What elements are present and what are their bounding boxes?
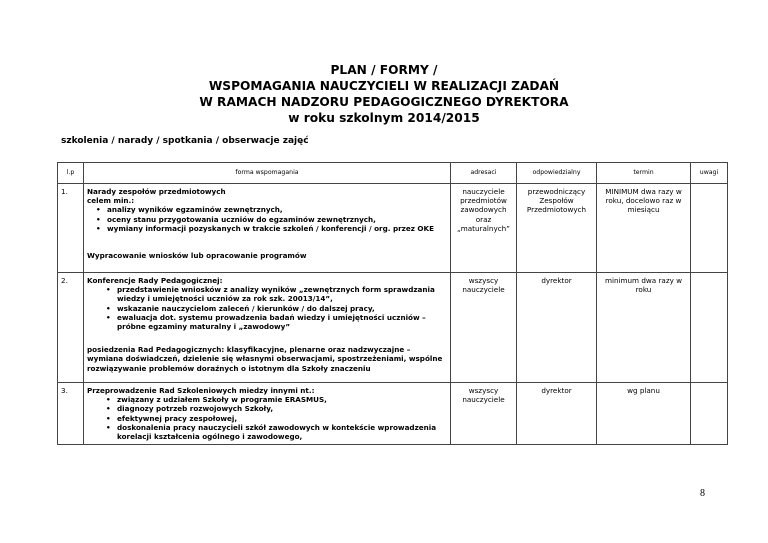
bullet-item: • wskazanie nauczycielom zaleceń / kierunków / do dalszej pracy, [117, 304, 447, 313]
bullet-item: • analizy wyników egzaminów zewnętrznych, [107, 205, 447, 214]
bullet-item: • przedstawienie wniosków z analizy wyników „zewnętrznych form sprawdzania wiedzy i umiejętności uczniów za rok szk. 20013/14”, [117, 285, 447, 303]
row-odpowiedzialny: przewodniczący Zespołów Przedmiotowych [517, 184, 597, 273]
bullet-list [87, 395, 447, 441]
row-uwagi [691, 383, 728, 445]
title-line: PLAN / FORMY / [330, 63, 438, 77]
table-row [58, 383, 728, 445]
row-adresaci: wszyscy nauczyciele [451, 383, 517, 445]
row-number: 1. [58, 184, 84, 273]
table-header-row [58, 163, 728, 184]
bullet-item: • ewaluacja dot. systemu prowadzenia badań wiedzy i umiejętności uczniów – próbne egzaminy maturalny i „zawodowy” [117, 313, 447, 331]
title-line: W RAMACH NADZORU PEDAGOGICZNEGO DYREKTORA [199, 95, 569, 109]
row-forma [84, 273, 451, 383]
row-termin: wg planu [597, 383, 691, 445]
header-lp: l.p [58, 163, 84, 184]
row-number: 2. [58, 273, 84, 383]
bullet-item: • efektywnej pracy zespołowej, [117, 414, 447, 423]
bullet-item: • oceny stanu przygotowania uczniów do egzaminów zewnętrznych, [107, 215, 447, 224]
header-termin: termin [597, 163, 691, 184]
bullet-item: • diagnozy potrzeb rozwojowych Szkoły, [117, 404, 447, 413]
row-footer: Wypracowanie wniosków lub opracowanie programów [87, 251, 307, 261]
row-adresaci: nauczyciele przedmiotów zawodowych oraz „maturalnych” [451, 184, 517, 273]
row-intro: Narady zespołów przedmiotowych [87, 187, 226, 196]
bullet-item: • wymiany informacji pozyskanych w trakcie szkoleń / konferencji / org. przez OKE [107, 224, 447, 233]
row-number: 3. [58, 383, 84, 445]
header-adresaci: adresaci [451, 163, 517, 184]
row-uwagi [691, 184, 728, 273]
row-intro: celem min.: [87, 196, 135, 206]
row-footer: posiedzenia Rad Pedagogicznych: klasyfikacyjne, plenarne oraz nadzwyczajne – wymiana doświadczeń, dzielenie się własnymi obserwacjami, spostrzeżeniami, wspólne rozwiązywanie problemów doraźnych o istotnym dla Szkoły znaczeniu [87, 345, 443, 373]
bullet-list [87, 205, 447, 233]
bullet-item: • związany z udziałem Szkoły w programie ERASMUS, [117, 395, 447, 404]
title-line: w roku szkolnym 2014/2015 [288, 111, 480, 125]
row-forma [84, 184, 451, 273]
bullet-list [87, 285, 447, 331]
row-termin: minimum dwa razy w roku [597, 273, 691, 383]
table-row [58, 184, 728, 273]
plan-table [57, 162, 728, 445]
page-number: 8 [700, 488, 705, 499]
header-forma: forma wspomagania [84, 163, 451, 184]
title-line: WSPOMAGANIA NAUCZYCIELI W REALIZACJI ZADAŃ [208, 79, 560, 93]
row-intro: Przeprowadzenie Rad Szkoleniowych miedzy innymi nt.: [87, 386, 315, 395]
document-title [0, 62, 768, 126]
header-odpowiedzialny: odpowiedzialny [517, 163, 597, 184]
row-adresaci: wszyscy nauczyciele [451, 273, 517, 383]
row-forma [84, 383, 451, 445]
table-row [58, 273, 728, 383]
row-intro: Konferencje Rady Pedagogicznej: [87, 276, 223, 285]
bullet-item: • doskonalenia pracy nauczycieli szkół zawodowych w kontekście wprowadzenia korelacji kształcenia ogólnego i zawodowego, [117, 423, 447, 441]
header-uwagi: uwagi [691, 163, 728, 184]
row-uwagi [691, 273, 728, 383]
row-odpowiedzialny: dyrektor [517, 383, 597, 445]
row-odpowiedzialny: dyrektor [517, 273, 597, 383]
row-termin: MINIMUM dwa razy w roku, docelowo raz w miesiącu [597, 184, 691, 273]
document-subtitle: szkolenia / narady / spotkania / obserwacje zajęć [61, 136, 309, 146]
